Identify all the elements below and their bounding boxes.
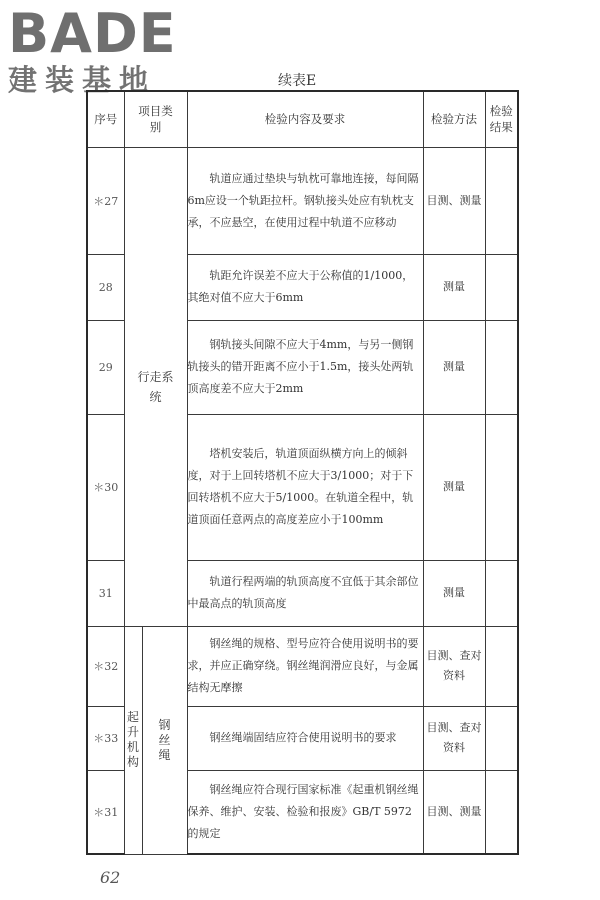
header-result: 检验结果 bbox=[485, 91, 518, 147]
method-text: 目测、测量 bbox=[423, 770, 485, 854]
result-cell bbox=[485, 770, 518, 854]
watermark-name: 建装基地 bbox=[8, 63, 157, 97]
row-number: 29 bbox=[87, 320, 124, 414]
subcategory-wire-rope: 钢丝绳 bbox=[142, 626, 187, 854]
row-number: 28 bbox=[87, 254, 124, 320]
method-text: 测量 bbox=[423, 560, 485, 626]
table-row bbox=[87, 626, 518, 706]
header-row bbox=[87, 91, 518, 147]
watermark-logo bbox=[8, 2, 183, 97]
requirement-text: 轨距允许误差不应大于公称值的1/1000，其绝对值不应大于6mm bbox=[187, 254, 423, 320]
method-text: 目测、查对资料 bbox=[423, 706, 485, 770]
result-cell bbox=[485, 626, 518, 706]
table-caption: 续表E bbox=[278, 73, 317, 89]
inspection-table bbox=[86, 90, 519, 855]
requirement-text: 钢丝绳的规格、型号应符合使用说明书的要求，并应正确穿绕。钢丝绳润滑应良好，与金属结构无摩擦 bbox=[187, 626, 423, 706]
category-hoist-mechanism: 起升机构 bbox=[124, 626, 142, 854]
header-category: 项目类别 bbox=[124, 91, 187, 147]
table-row bbox=[87, 147, 518, 254]
method-text: 目测、查对资料 bbox=[423, 626, 485, 706]
method-text: 测量 bbox=[423, 320, 485, 414]
row-number: ＊31 bbox=[87, 770, 124, 854]
header-seq: 序号 bbox=[87, 91, 124, 147]
result-cell bbox=[485, 706, 518, 770]
result-cell bbox=[485, 254, 518, 320]
watermark-brand: BADE bbox=[8, 2, 177, 65]
row-number: 31 bbox=[87, 560, 124, 626]
requirement-text: 钢丝绳应符合现行国家标准《起重机钢丝绳 保养、维护、安装、检验和报废》GB/T 5972的规定 bbox=[187, 770, 423, 854]
method-text: 测量 bbox=[423, 414, 485, 560]
method-text: 目测、测量 bbox=[423, 147, 485, 254]
requirement-text: 轨道行程两端的轨顶高度不宜低于其余部位中最高点的轨顶高度 bbox=[187, 560, 423, 626]
method-text: 测量 bbox=[423, 254, 485, 320]
result-cell bbox=[485, 320, 518, 414]
requirement-text: 钢轨接头间隙不应大于4mm，与另一侧钢轨接头的错开距离不应小于1.5m，接头处两轨顶高度差不应大于2mm bbox=[187, 320, 423, 414]
requirement-text: 钢丝绳端固结应符合使用说明书的要求 bbox=[187, 706, 423, 770]
page-number: 62 bbox=[100, 868, 121, 887]
header-content: 检验内容及要求 bbox=[187, 91, 423, 147]
result-cell bbox=[485, 560, 518, 626]
category-travel-system: 行走系统 bbox=[124, 147, 187, 626]
result-cell bbox=[485, 147, 518, 254]
result-cell bbox=[485, 414, 518, 560]
row-number: ＊32 bbox=[87, 626, 124, 706]
row-number: ＊27 bbox=[87, 147, 124, 254]
header-method: 检验方法 bbox=[423, 91, 485, 147]
row-number: ＊30 bbox=[87, 414, 124, 560]
requirement-text: 塔机安装后，轨道顶面纵横方向上的倾斜度，对于上回转塔机不应大于3/1000；对于下回转塔机不应大于5/1000。在轨道全程中，轨道顶面任意两点的高度差应小于100mm bbox=[187, 414, 423, 560]
row-number: ＊33 bbox=[87, 706, 124, 770]
requirement-text: 轨道应通过垫块与轨枕可靠地连接，每间隔6m应设一个轨距拉杆。钢轨接头处应有轨枕支承，不应悬空，在使用过程中轨道不应移动 bbox=[187, 147, 423, 254]
